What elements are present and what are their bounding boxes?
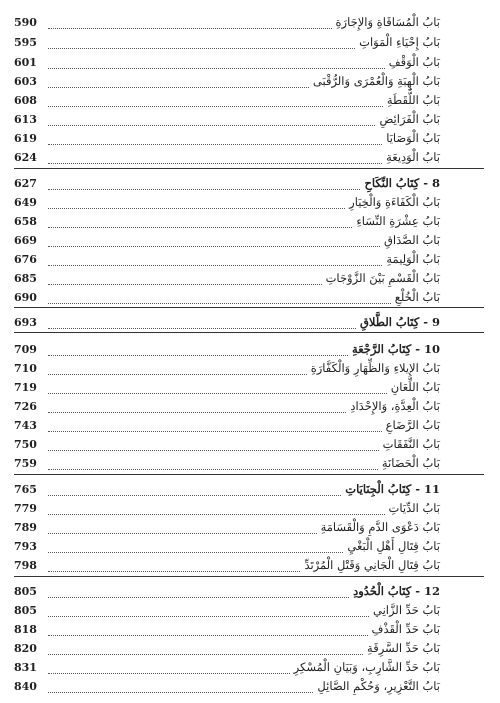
entry-title: بَابُ الرَّضَاعِ xyxy=(385,418,440,432)
dot-leader xyxy=(48,315,356,329)
dot-leader xyxy=(48,35,355,49)
entry-title: بَابُ حَدِّ الْقَذْفِ xyxy=(371,622,440,636)
dot-leader xyxy=(48,558,300,572)
toc-entry xyxy=(14,52,440,72)
toc-entry xyxy=(14,147,440,167)
page-number: 676 xyxy=(14,252,37,266)
page-number: 805 xyxy=(14,603,37,617)
dot-leader xyxy=(48,539,343,553)
dot-leader xyxy=(48,74,309,88)
entry-title: بَابُ إِحْيَاءِ الْمَوَاتِ xyxy=(359,35,440,49)
dot-leader xyxy=(48,501,385,515)
dot-leader xyxy=(48,252,382,266)
chapter-heading xyxy=(14,479,440,499)
entry-title: بَابُ الإِيلاءِ وَالظِّهَارِ وَالْكَفَّارَةِ xyxy=(310,361,440,375)
section-divider xyxy=(14,474,484,475)
dot-leader xyxy=(48,603,369,617)
entry-title: بَابُ الْمُسَاقَاةِ وَالإِجَارَةِ xyxy=(335,15,440,29)
entry-title: بَابُ قِتَالِ الْجَانِي وَقَتْلِ الْمُرْتَدِّ xyxy=(304,558,440,572)
entry-title: بَابُ اللُّقَطَةِ xyxy=(386,93,440,107)
toc-entry xyxy=(14,109,440,129)
dot-leader xyxy=(48,176,360,190)
toc-entry xyxy=(14,268,440,288)
page-number: 613 xyxy=(14,112,37,126)
toc-entry xyxy=(14,517,440,537)
page-number: 608 xyxy=(14,93,37,107)
page-number: 601 xyxy=(14,55,37,69)
page-number: 624 xyxy=(14,150,37,164)
dot-leader xyxy=(48,214,352,228)
dot-leader xyxy=(48,233,380,247)
page-number: 603 xyxy=(14,74,37,88)
toc-entry xyxy=(14,358,440,378)
dot-leader xyxy=(48,195,345,209)
toc-entry xyxy=(14,676,440,696)
chapter-title: 12 - كِتَابُ الْحُدُودِ xyxy=(353,584,440,598)
chapter-title: 8 - كِتَابُ النِّكَاحِ xyxy=(364,176,440,190)
dot-leader xyxy=(48,271,322,285)
dot-leader xyxy=(48,361,307,375)
page-number: 693 xyxy=(14,315,37,329)
dot-leader xyxy=(48,456,378,470)
page-number: 719 xyxy=(14,380,37,394)
page-number: 750 xyxy=(14,437,37,451)
entry-title: بَابُ دَعْوَى الدَّمِ وَالْقَسَامَةِ xyxy=(320,520,440,534)
toc-entry xyxy=(14,498,440,518)
page-number: 793 xyxy=(14,539,37,553)
toc-entry xyxy=(14,192,440,212)
dot-leader xyxy=(48,131,382,145)
section-divider xyxy=(14,307,484,308)
dot-leader xyxy=(48,93,383,107)
toc-entry xyxy=(14,453,440,473)
page-number: 690 xyxy=(14,290,37,304)
entry-title: بَابُ قِتَالِ أَهْلِ الْبَغْيِ xyxy=(347,539,440,553)
page-number: 820 xyxy=(14,641,37,655)
page-number: 779 xyxy=(14,501,37,515)
dot-leader xyxy=(48,679,313,693)
entry-title: بَابُ الْفَرَائِضِ xyxy=(379,112,440,126)
page-number: 710 xyxy=(14,361,37,375)
toc-entry xyxy=(14,71,440,91)
toc-entry xyxy=(14,128,440,148)
entry-title: بَابُ الْقَسْمِ بَيْنَ الزَّوْجَاتِ xyxy=(325,271,440,285)
toc-entry xyxy=(14,249,440,269)
page-number: 831 xyxy=(14,660,37,674)
entry-title: بَابُ الدِّيَاتِ xyxy=(388,501,440,515)
dot-leader xyxy=(48,660,290,674)
entry-title: بَابُ الصَّدَاقِ xyxy=(383,233,440,247)
toc-entry xyxy=(14,619,440,639)
page-number: 619 xyxy=(14,131,37,145)
entry-title: بَابُ اللِّعَانِ xyxy=(390,380,440,394)
page-number: 685 xyxy=(14,271,37,285)
page-number: 765 xyxy=(14,482,37,496)
section-divider xyxy=(14,168,484,169)
entry-title: بَابُ حَدِّ الزَّانِي xyxy=(372,603,440,617)
page-number: 595 xyxy=(14,35,37,49)
toc-entry xyxy=(14,211,440,231)
dot-leader xyxy=(48,622,368,636)
chapter-heading xyxy=(14,581,440,601)
toc-entry xyxy=(14,90,440,110)
dot-leader xyxy=(48,15,332,29)
entry-title: بَابُ حَدِّ السَّرِقَةِ xyxy=(367,641,440,655)
toc-entry xyxy=(14,230,440,250)
dot-leader xyxy=(48,380,387,394)
section-divider xyxy=(14,576,484,577)
page-number: 627 xyxy=(14,176,37,190)
entry-title: بَابُ الْخُلْعِ xyxy=(394,290,440,304)
entry-title: بَابُ حَدِّ الشَّارِبِ، وَبَيَانِ الْمُسْكِرِ xyxy=(293,660,440,674)
page-number: 840 xyxy=(14,679,37,693)
entry-title: بَابُ الْهِبَةِ وَالْعُمْرَى وَالرُّقْبَى xyxy=(312,74,440,88)
chapter-heading xyxy=(14,173,440,193)
toc-entry xyxy=(14,287,440,307)
chapter-heading xyxy=(14,312,440,332)
chapter-title: 10 - كِتَابُ الرَّجْعَةِ xyxy=(352,342,440,356)
toc-entry xyxy=(14,600,440,620)
entry-title: بَابُ الْكَفَاءَةِ وَالْخِيَارِ xyxy=(349,195,440,209)
entry-title: بَابُ التَّعْزِيرِ، وَحُكْمِ الصَّائِلِ xyxy=(317,679,440,693)
toc-entry xyxy=(14,32,440,52)
dot-leader xyxy=(48,584,349,598)
page-number: 798 xyxy=(14,558,37,572)
dot-leader xyxy=(48,55,385,69)
entry-title: بَابُ الْوَصَايَا xyxy=(386,131,440,145)
entry-title: بَابُ الْحَضَانَةِ xyxy=(381,456,440,470)
page-number: 658 xyxy=(14,214,37,228)
section-divider xyxy=(14,332,484,333)
toc-entry xyxy=(14,657,440,677)
toc-entry xyxy=(14,638,440,658)
page-number: 590 xyxy=(14,15,37,29)
entry-title: بَابُ النَّفَقَاتِ xyxy=(382,437,440,451)
page-number: 789 xyxy=(14,520,37,534)
dot-leader xyxy=(48,150,382,164)
toc-entry xyxy=(14,377,440,397)
toc-entry xyxy=(14,536,440,556)
dot-leader xyxy=(48,418,382,432)
dot-leader xyxy=(48,342,348,356)
dot-leader xyxy=(48,112,375,126)
toc-entry xyxy=(14,415,440,435)
dot-leader xyxy=(48,290,391,304)
toc-entry xyxy=(14,555,440,575)
chapter-title: 11 - كِتَابُ الْجِنَايَاتِ xyxy=(345,482,440,496)
entry-title: بَابُ الْوَلِيمَةِ xyxy=(386,252,440,266)
entry-title: بَابُ الْعِدَّةِ، وَالإِحْدَادِ xyxy=(350,399,440,413)
page-number: 759 xyxy=(14,456,37,470)
dot-leader xyxy=(48,482,341,496)
chapter-title: 9 - كِتَابُ الطَّلاقِ xyxy=(360,315,440,329)
dot-leader xyxy=(48,641,363,655)
page-number: 818 xyxy=(14,622,37,636)
entry-title: بَابُ الْوَقْفِ xyxy=(388,55,440,69)
page-number: 709 xyxy=(14,342,37,356)
entry-title: بَابُ الْوَدِيعَةِ xyxy=(386,150,440,164)
page-number: 743 xyxy=(14,418,37,432)
page-number: 726 xyxy=(14,399,37,413)
dot-leader xyxy=(48,520,317,534)
page-number: 649 xyxy=(14,195,37,209)
toc-entry xyxy=(14,12,440,32)
dot-leader xyxy=(48,399,346,413)
dot-leader xyxy=(48,437,379,451)
entry-title: بَابُ عِشْرَةِ النِّسَاءِ xyxy=(356,214,440,228)
chapter-heading xyxy=(14,339,440,359)
toc-entry xyxy=(14,396,440,416)
toc-entry xyxy=(14,434,440,454)
page-number: 805 xyxy=(14,584,37,598)
page-number: 669 xyxy=(14,233,37,247)
